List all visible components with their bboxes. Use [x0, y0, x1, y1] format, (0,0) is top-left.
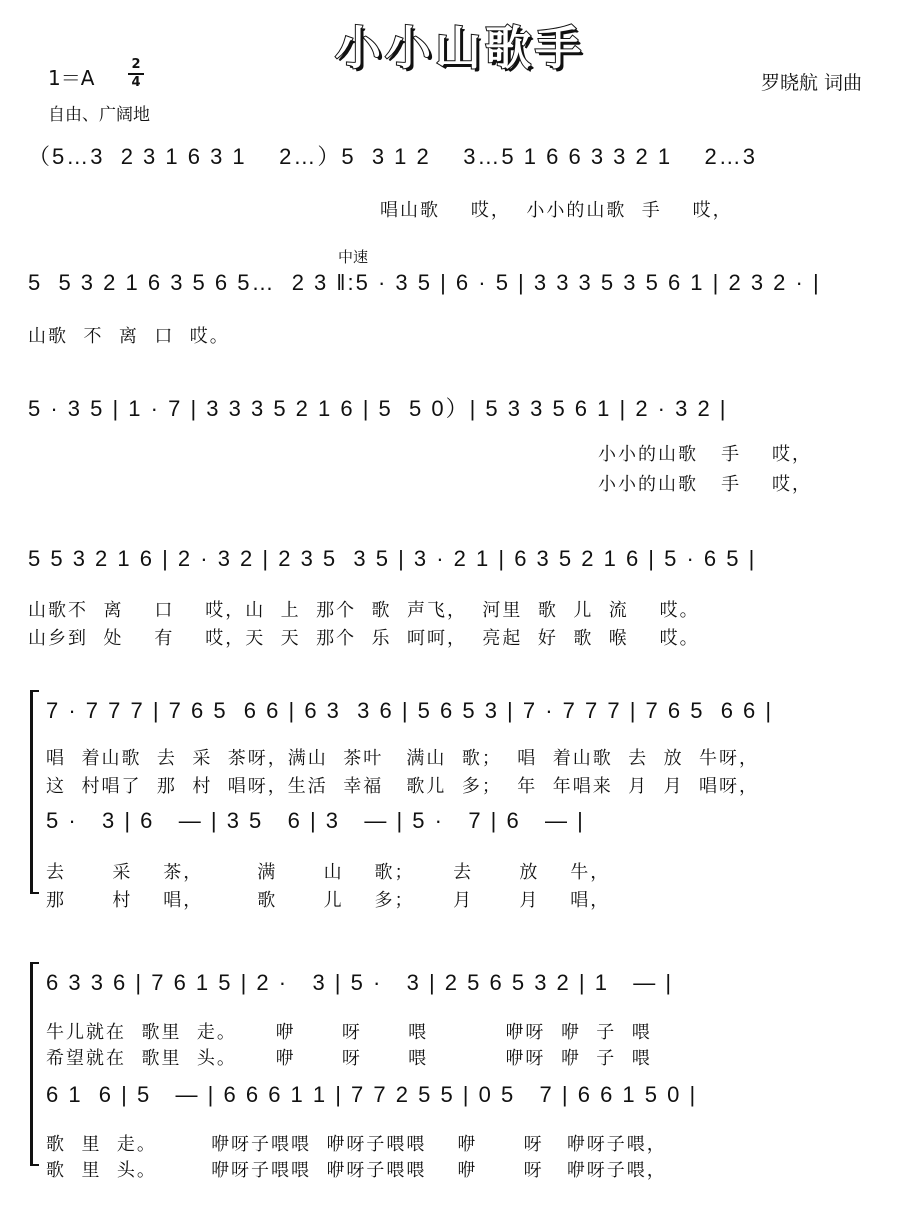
system-bracket — [30, 962, 39, 1166]
song-title: 小小山歌手 — [335, 21, 585, 75]
lyric-verse-1: 山歌不 离 口 哎，山 上 那个 歌 声飞， 河里 歌 儿 流 哎。 — [28, 600, 700, 621]
notation-line: 5 · 3 5 | 1 · 7 | 3 3 3 5 2 1 6 | 5 5 0）| 5 3 3 5 6 1 | 2 · 3 2 | — [28, 396, 728, 421]
lyric-verse-2: 歌 里 头。 咿呀子喂喂 咿呀子喂喂 咿 呀 咿呀子喂， — [46, 1160, 667, 1181]
lyric-verse-2: 那 村 唱， 歌 儿 多； 月 月 唱， — [46, 890, 611, 911]
lyric-verse-1: 唱山歌 哎， 小小的山歌 手 哎， — [380, 200, 733, 221]
lyric-verse-1: 唱 着山歌 去 采 茶呀，满山 茶叶 满山 歌； 唱 着山歌 去 放 牛呀， — [46, 748, 760, 769]
lyric-verse-1: 歌 里 走。 咿呀子喂喂 咿呀子喂喂 咿 呀 咿呀子喂， — [46, 1134, 667, 1155]
lyric-verse-1: 小小的山歌 手 哎， — [598, 444, 813, 465]
composer-credits: 罗晓航 词曲 — [760, 72, 862, 94]
notation-line: 7 · 7 7 7 | 7 6 5 6 6 | 6 3 3 6 | 5 6 5 3 | 7 · 7 7 7 | 7 6 5 6 6 | — [46, 698, 774, 723]
notation-line: 5 5 3 2 1 6 | 2 · 3 2 | 2 3 5 3 5 | 3 · 2 1 | 6 3 5 2 1 6 | 5 · 6 5 | — [28, 546, 757, 571]
lyric-verse-2: 小小的山歌 手 哎， — [598, 474, 813, 495]
notation-line: 5 5 3 2 1 6 3 5 6 5… 2 3 ‖:5 · 3 5 | 6 · 5 | 3 3 3 5 3 5 6 1 | 2 3 2 · | — [28, 270, 821, 295]
notation-line: （5…3 2 3 1 6 3 1 2…）5 3 1 2 3…5 1 6 6 3 3 2 1 2…3 — [28, 144, 758, 169]
lyric-verse-2: 希望就在 歌里 头。 咿 呀 喂 咿呀 咿 子 喂 — [46, 1048, 652, 1069]
time-bottom: 4 — [131, 75, 141, 90]
lyric-verse-1: 牛儿就在 歌里 走。 咿 呀 喂 咿呀 咿 子 喂 — [46, 1022, 652, 1043]
key-signature: 1＝A — [48, 66, 95, 90]
notation-line: 6 1 6 | 5 — | 6 6 6 1 1 | 7 7 2 5 5 | 0 5 7 | 6 6 1 5 0 | — [46, 1082, 698, 1107]
lyric-verse-2: 这 村唱了 那 村 唱呀，生活 幸福 歌儿 多； 年 年唱来 月 月 唱呀， — [46, 776, 760, 797]
system-bracket — [30, 690, 39, 894]
lyric-verse-2: 山乡到 处 有 哎，天 天 那个 乐 呵呵， 亮起 好 歌 喉 哎。 — [28, 628, 700, 649]
notation-line: 5 · 3 | 6 — | 3 5 6 | 3 — | 5 · 7 | 6 — | — [46, 808, 585, 833]
notation-line: 6 3 3 6 | 7 6 1 5 | 2 · 3 | 5 · 3 | 2 5 6 5 3 2 | 1 — | — [46, 970, 674, 995]
time-signature — [128, 58, 144, 90]
tempo-change-marking: 中速 — [338, 248, 369, 266]
lyric-verse-1: 去 采 茶， 满 山 歌； 去 放 牛， — [46, 862, 611, 883]
lyric-verse-1: 山歌 不 离 口 哎。 — [28, 326, 230, 347]
time-top: 2 — [131, 57, 141, 72]
tempo-marking: 自由、广阔地 — [48, 105, 150, 125]
